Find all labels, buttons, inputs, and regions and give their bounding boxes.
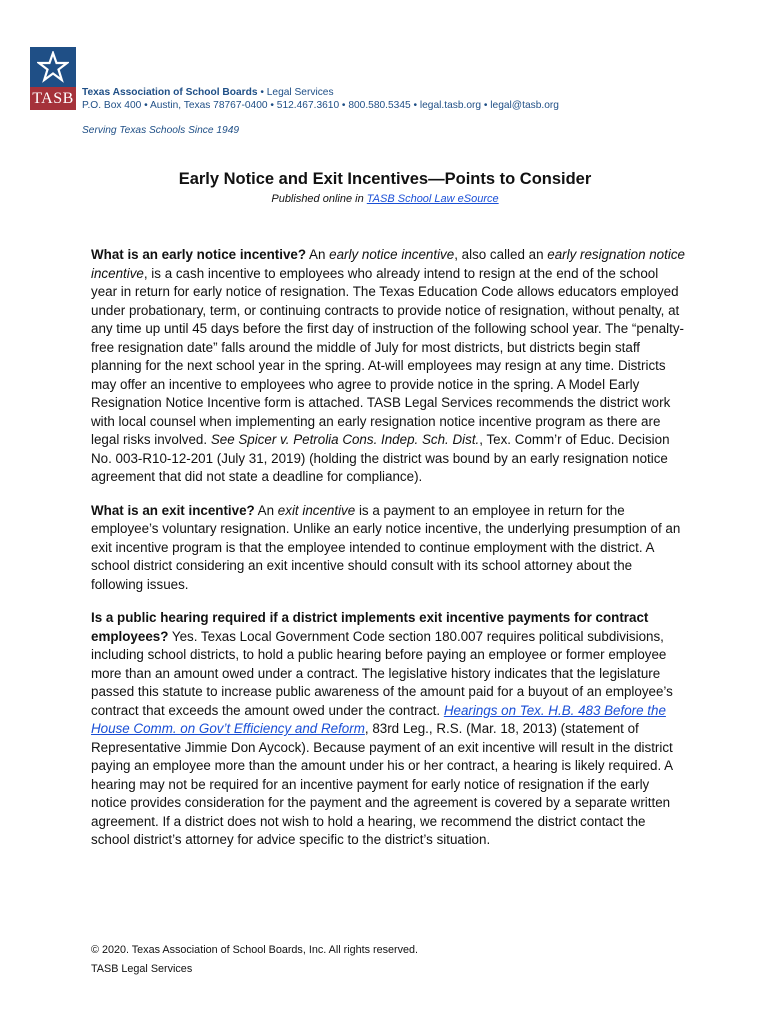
body-text: , Tex. Comm’r of Educ. Decision No. 003-R10-12-201 (July 31, 2019) (holding the district was bound by an early resignation notice agreement that did not state a deadline for compliance). — [91, 432, 670, 484]
footer — [91, 941, 418, 979]
body-text: An — [306, 247, 330, 262]
contact-address: P.O. Box 400 • Austin, Texas 78767-0400 • 512.467.3610 • 800.580.5345 • legal.tasb.org • legal@tasb.org — [82, 100, 559, 111]
subtitle — [0, 193, 770, 205]
paragraph-early-notice — [91, 246, 686, 487]
case-citation: See Spicer v. Petrolia Cons. Indep. Sch. Dist. — [210, 432, 480, 447]
document-body — [91, 246, 686, 865]
body-text: An — [254, 502, 278, 518]
tasb-logo — [30, 47, 76, 110]
org-name: Texas Association of School Boards — [82, 87, 258, 98]
page-title: Early Notice and Exit Incentives—Points to Consider — [178, 170, 592, 188]
subtitle-prefix: Published online in — [271, 193, 367, 205]
question-heading: What is an exit incentive? — [91, 502, 255, 518]
org-division: • Legal Services — [260, 87, 334, 98]
question-heading: What is an early notice incentive? — [91, 247, 307, 262]
body-text: is a payment to an employee in return for the employee’s voluntary resignation. Unlike an early notice incentive, the underlying presumption of an exit incentive program is that the employee intended to continue employment with the district. A school district considering an exit incentive should consult with its school attorney about the following issues. — [91, 502, 681, 592]
body-text: , 83rd Leg., R.S. (Mar. 18, 2013) (statement of Representative Jimmie Don Aycock). Because payment of an exit incentive will result in the district paying an employee more than the amount under his or her contract, a hearing is likely required. A hearing may not be required for an incentive payment for early notice of resignation if the early notice provides consideration for the payment and the agreement is covered by a separate written agreement. If a district does not wish to hold a hearing, we recommend the district contact the school district’s attorney for advice specific to the district’s situation. — [91, 721, 673, 847]
esource-link[interactable]: TASB School Law eSource — [366, 193, 499, 205]
paragraph-public-hearing — [91, 609, 686, 850]
org-line — [82, 87, 334, 98]
body-text: Yes. Texas Local Government Code section 180.007 requires political subdivisions, including school districts, to hold a public hearing before paying an employee or former employee more than an amount owed under a contract. The legislative history indicates that the legislature passed this statute to increase public awareness of the amount paid for a buyout of an employee’s contract that exceeds the amount owed under the contract. — [91, 628, 673, 718]
paragraph-exit-incentive — [91, 502, 686, 595]
logo-star-panel — [30, 47, 76, 87]
emphasis-text: exit incentive — [277, 502, 356, 518]
emphasis-text: early resignation notice incentive — [91, 247, 685, 281]
body-text: , is a cash incentive to employees who already intend to resign at the end of the school year in return for early notice of resignation. The Texas Education Code allows educators employed under probationary, term, or continuing contracts to provide notice of resignation, without penalty, at any time up until 45 days before the first day of instruction of the following school year. The “penalty-free resignation date” falls around the middle of July for most districts, but districts begin staff planning for the next school year in the spring. At-will employees may resign at any time. Districts may offer an incentive to employees who agree to provide notice in the spring. A Model Early Resignation Notice Incentive form is attached. TASB Legal Services recommends the district work with local counsel when implementing an early resignation notice incentive program as there are legal risks involved. — [91, 265, 684, 447]
footer-division: TASB Legal Services — [91, 963, 193, 975]
tagline: Serving Texas Schools Since 1949 — [82, 125, 240, 136]
logo-wordmark: TASB — [30, 87, 76, 110]
star-icon — [37, 51, 69, 83]
hearings-citation-link[interactable]: Hearings on Tex. H.B. 483 Before the House Comm. on Gov’t Efficiency and Reform — [91, 702, 666, 736]
emphasis-text: early notice incentive — [329, 247, 455, 262]
copyright-notice: © 2020. Texas Association of School Boards, Inc. All rights reserved. — [91, 944, 419, 956]
body-text: , also called an — [454, 247, 548, 262]
question-heading: Is a public hearing required if a district implements exit incentive payments for contract employees? — [91, 610, 649, 644]
